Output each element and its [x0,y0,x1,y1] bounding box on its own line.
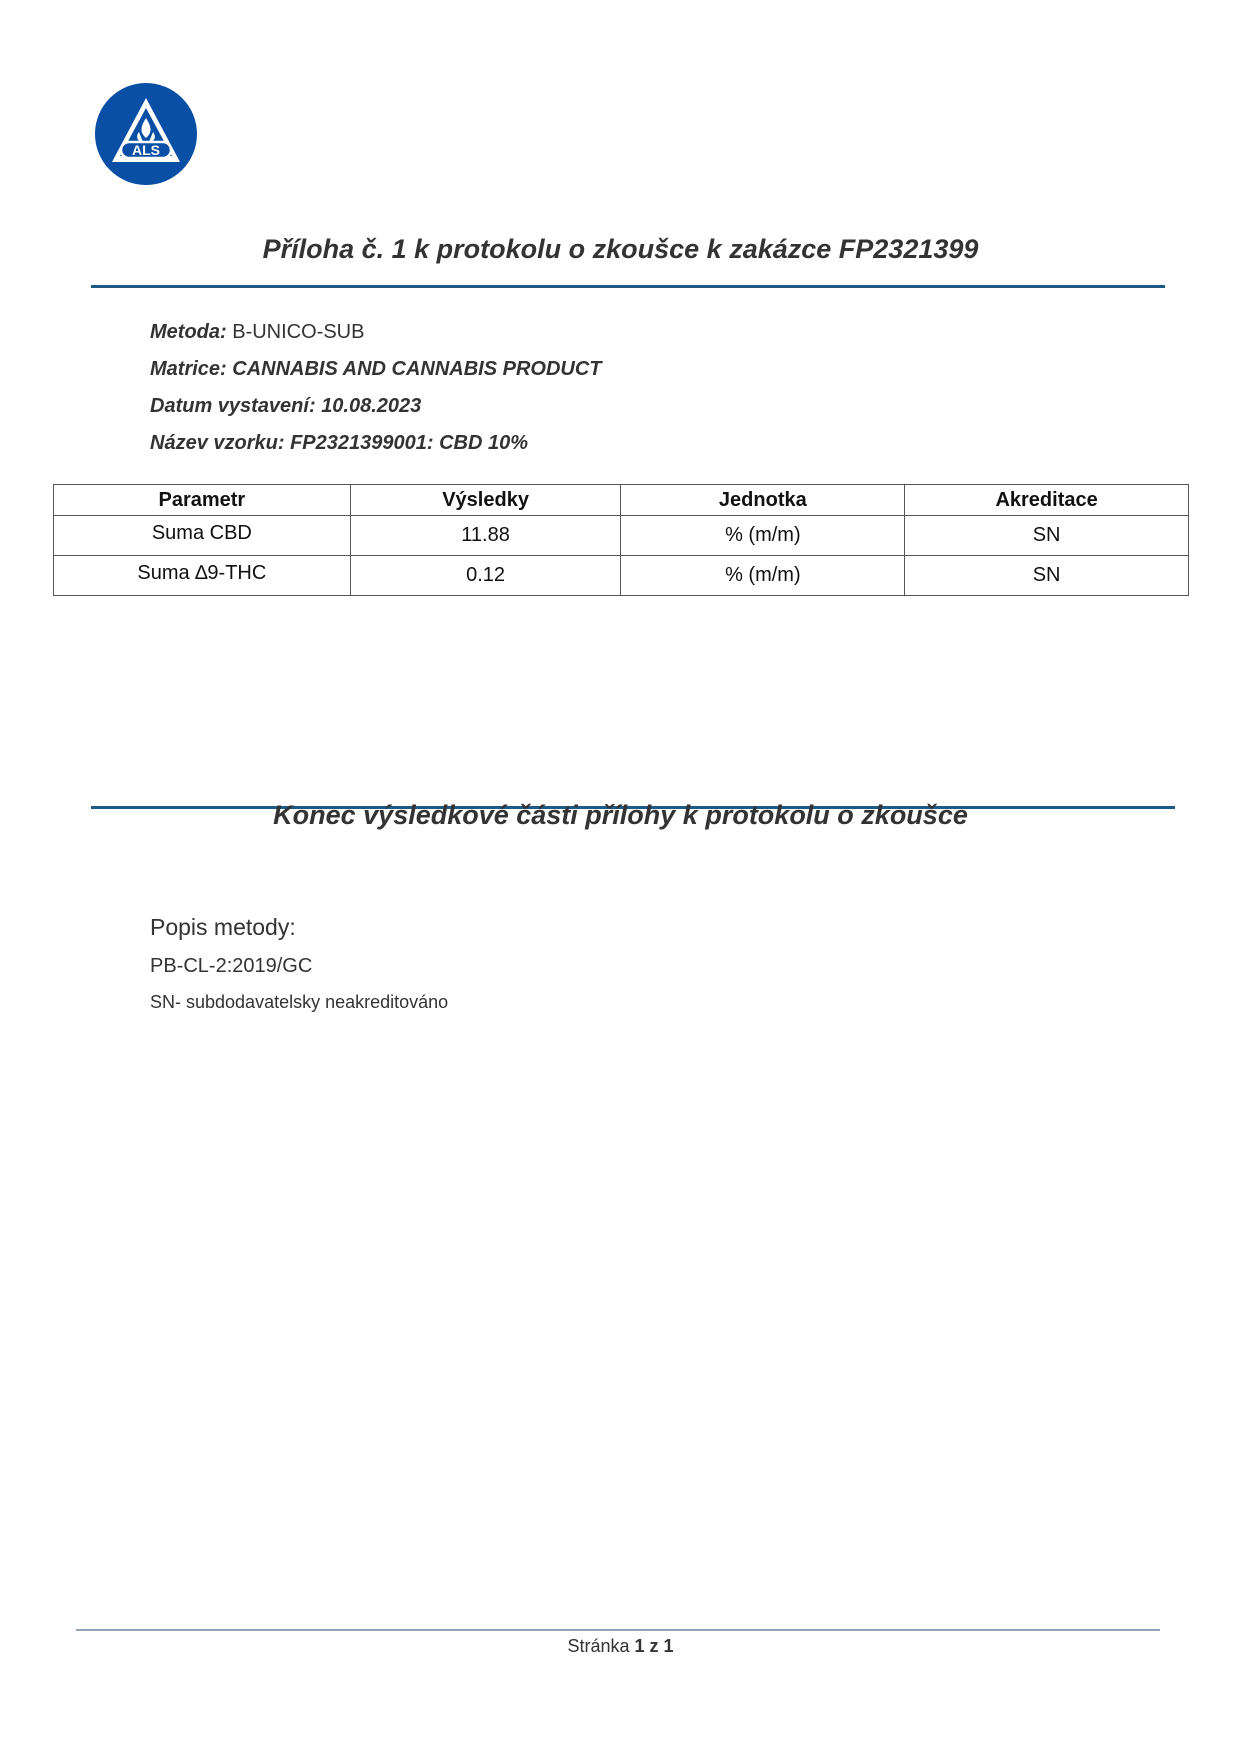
method-description-heading: Popis metody: [150,914,296,940]
header-parameter: Parametr [54,485,351,516]
date-row [150,388,602,425]
page-number: 1 [634,1636,645,1656]
page-separator: z [649,1636,659,1656]
method-label: Metoda: [150,321,227,343]
header-unit: Jednotka [621,485,905,516]
page-total: 1 [663,1636,674,1656]
method-row [150,314,602,351]
cell-unit: % (m/m) [621,556,905,596]
sample-label: Název vzorku: [150,432,285,454]
sample-metadata [150,314,602,462]
method-code: PB-CL-2:2019/GC [150,955,313,977]
method-description [150,914,448,1013]
page-footer [0,1636,1241,1657]
page-label: Stránka [567,1636,630,1656]
cell-parameter: Suma CBD [54,516,351,556]
accreditation-note: SN- subdodavatelsky neakreditováno [150,992,449,1012]
footer-divider [76,1629,1160,1631]
method-value: B-UNICO-SUB [232,321,365,343]
date-label: Datum vystavení: [150,395,316,417]
page-title: Příloha č. 1 k protokolu o zkoušce k zakázce FP2321399 [262,234,979,264]
sample-row [150,425,602,462]
cell-accreditation: SN [905,556,1189,596]
cell-result: 11.88 [350,516,621,556]
cell-unit: % (m/m) [621,516,905,556]
table-row [54,556,1189,596]
matrix-label: Matrice: [150,358,227,380]
cell-parameter: Suma ∆9-THC [54,556,351,596]
end-of-results-title: Konec výsledkové části přílohy k protokolu o zkoušce [273,800,968,830]
cell-accreditation: SN [905,516,1189,556]
cell-result: 0.12 [350,556,621,596]
date-value: 10.08.2023 [321,395,422,417]
table-header-row [54,485,1189,516]
sample-value: FP2321399001: CBD 10% [290,432,528,454]
matrix-value: CANNABIS AND CANNABIS PRODUCT [232,358,602,380]
logo-text: ALS [132,142,160,158]
title-divider [91,285,1165,288]
header-accreditation: Akreditace [905,485,1189,516]
matrix-row [150,351,602,388]
table-row [54,516,1189,556]
header-results: Výsledky [350,485,621,516]
als-logo [94,82,198,186]
results-table [53,484,1189,596]
